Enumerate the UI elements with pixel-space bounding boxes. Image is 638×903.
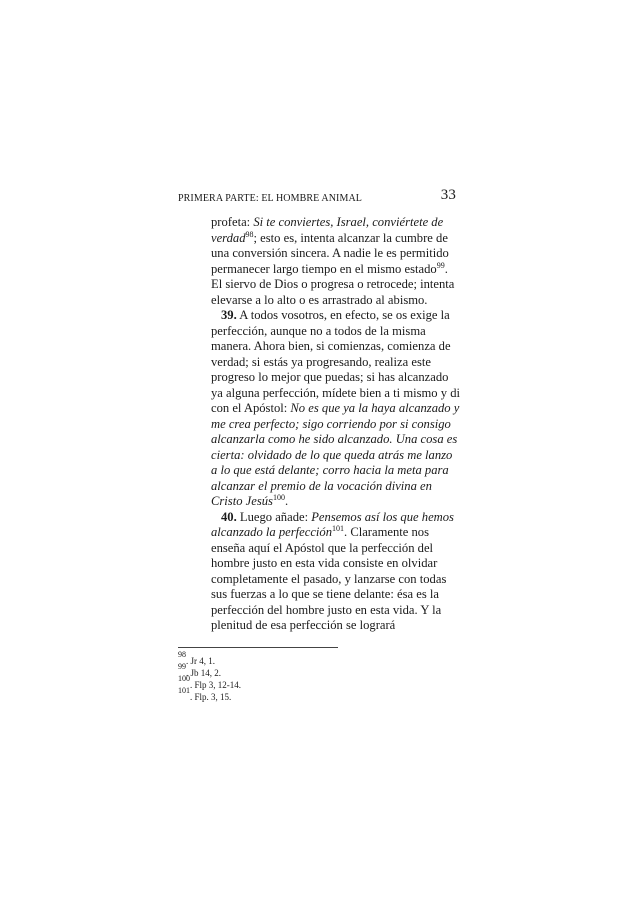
text: A todos vosotros, en efecto, se os exige la perfección, aunque no a todos de la misma manera. Ahora bien, si comienzas, comienza de verdad; si estás ya progresando, realiza este progreso lo mejor que puedas; si has alcanzado ya alguna perfección, mídete bien a ti mismo y di con el Apóstol:	[211, 308, 460, 415]
footnote-mark: 101	[178, 686, 190, 695]
footnote-ref-101[interactable]: 101	[332, 523, 345, 533]
paragraph-number: 40.	[221, 509, 237, 524]
footnote-ref-99[interactable]: 99	[436, 260, 445, 270]
paragraph-39	[211, 308, 461, 510]
main-text	[211, 215, 461, 634]
footnote-99	[178, 664, 458, 676]
paragraph-40	[211, 510, 461, 634]
footnote-mark: 99	[178, 662, 186, 671]
text: .	[284, 494, 289, 508]
text: Luego añade:	[236, 509, 312, 524]
footnote-98	[178, 652, 458, 664]
running-header-title: PRIMERA PARTE: EL HOMBRE ANIMAL	[178, 193, 363, 204]
footnote-text: . Flp 3, 12-14.	[190, 680, 242, 690]
footnote-text: . Jb 14, 2.	[186, 668, 222, 678]
text: . Claramente nos enseña aquí el Apóstol que la perfección del hombre justo en esta vida consiste en olvidar completamente el pasado, y lanzarse con todas sus fuerzas a lo que se tiene delante: ésa es la perfección del hombre justo en esta vida. Y la plenitud de esa perfección se logrará	[211, 525, 447, 632]
running-header	[178, 187, 456, 208]
quote: Pensemos así los que hemos alcanzado la perfección	[211, 509, 454, 539]
footnote-text: . Jr 4, 1.	[186, 656, 215, 666]
footnote-ref-100[interactable]: 100	[272, 492, 285, 502]
footnote-text: . Flp. 3, 15.	[190, 692, 232, 702]
page-number: 33	[440, 187, 456, 203]
paragraph-1	[211, 215, 461, 308]
paragraph-number: 39.	[221, 308, 237, 322]
quote: Si te conviertes, Israel, conviértete de verdad	[211, 215, 444, 245]
footnote-divider	[178, 647, 338, 648]
quote: No es que ya la haya alcanzado y me crea perfecto; sigo corriendo por si consigo alcanzarla como he sido alcanzado. Una cosa es cierta: olvidado de lo que queda atrás me lanzo a lo que está delante; corro hacia la meta para alcanzar el premio de la vocación divina en Cristo Jesús	[211, 401, 460, 508]
text: ; esto es, intenta alcanzar la cumbre de una conversión sincera. A nadie le es permitido permanecer largo tiempo en el mismo estado	[211, 230, 449, 276]
footnotes	[178, 652, 458, 700]
footnote-mark: 98	[178, 650, 186, 659]
text: profeta:	[211, 215, 254, 229]
footnote-mark: 100	[178, 674, 190, 683]
footnote-ref-98[interactable]: 98	[245, 229, 254, 239]
text: . El siervo de Dios o progresa o retrocede; intenta elevarse a lo alto o es arrastrado al abismo.	[211, 261, 455, 307]
